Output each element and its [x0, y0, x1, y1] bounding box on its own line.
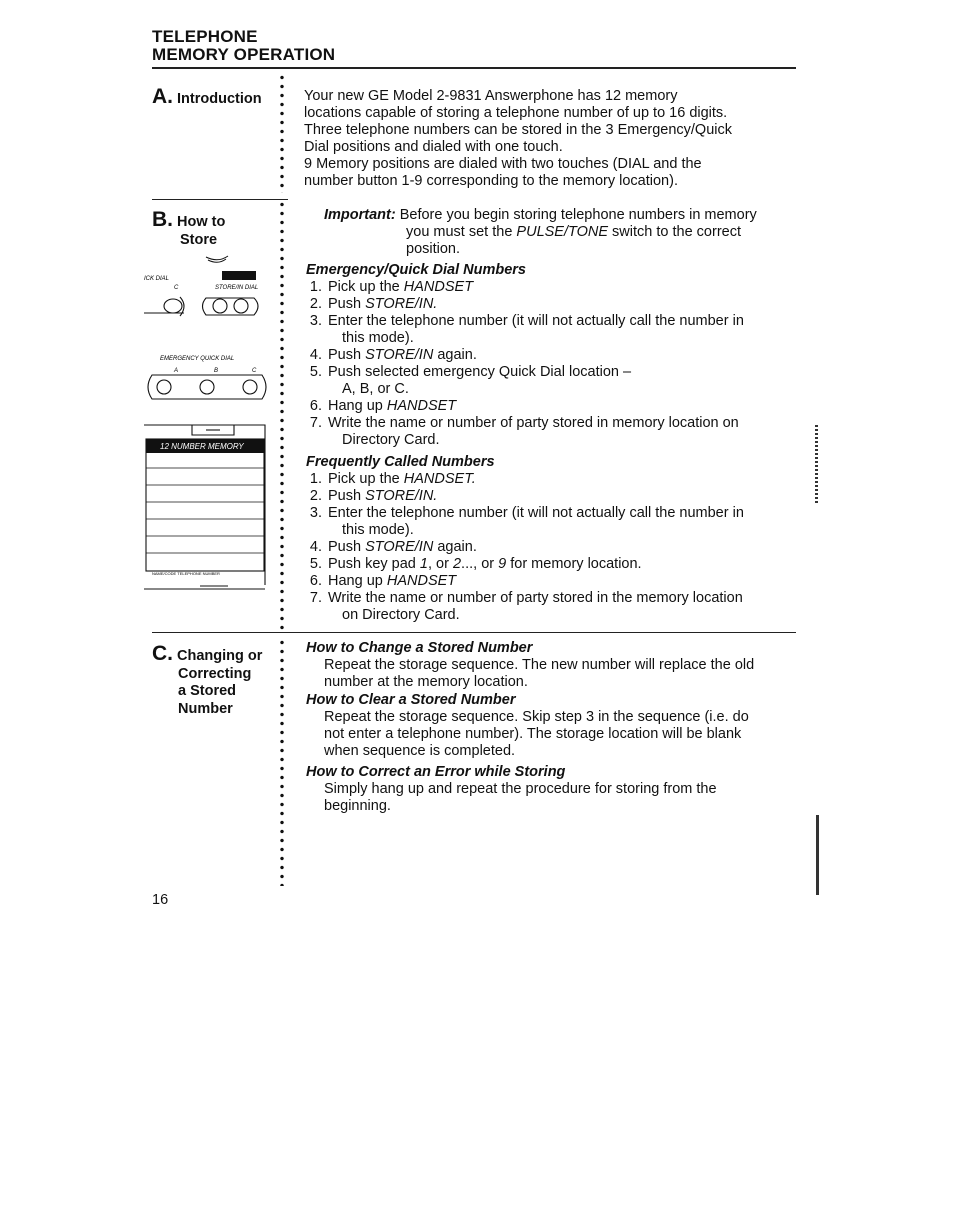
list-item: 7. Write the name or number of party stored in memory location on [309, 415, 739, 431]
scan-artifact [816, 815, 819, 895]
dotted-separator [280, 638, 284, 886]
list-item: 7. Write the name or number of party stored in the memory location [309, 590, 743, 606]
section-a-heading: A. Introduction [152, 85, 262, 108]
section-rule [152, 199, 288, 200]
section-c-text: How to Change a Stored Number Repeat the storage sequence. The new number will replace the old number at the memory location. How to Clear a Stored Number Repeat the storage sequence. Skip step 3 in the sequence (i.e. do not enter a telephone number). The storage location will be blank when sequence is completed. How to Correct an Error while Storing Simply hang up and repeat the procedure for storing from the beginning. [306, 640, 800, 815]
dotted-separator [280, 200, 284, 633]
quick-dial-buttons-icon [144, 297, 258, 316]
handset-icon [206, 256, 228, 262]
store-button-icon [222, 271, 256, 280]
section-c-heading: C. Changing or Correcting a Stored Number [152, 642, 263, 717]
error-heading: How to Correct an Error while Storing [306, 764, 566, 780]
dotted-separator [280, 73, 284, 193]
list-item: 5. Push selected emergency Quick Dial location – [309, 364, 632, 380]
list-item: 3. Enter the telephone number (it will not actually call the number in [309, 313, 744, 329]
header-rule [152, 67, 796, 69]
frequent-heading: Frequently Called Numbers [306, 454, 495, 470]
section-rule [152, 632, 796, 633]
svg-text:C: C [252, 368, 257, 374]
svg-text:A: A [174, 368, 179, 374]
svg-text:C: C [174, 285, 179, 291]
svg-text:B: B [214, 368, 219, 374]
list-item: 6. Hang up HANDSET [309, 573, 457, 589]
scan-artifact [815, 425, 818, 505]
list-item: 3. Enter the telephone number (it will not actually call the number in [309, 505, 744, 521]
page-number: 16 [152, 892, 169, 908]
section-a-text: Your new GE Model 2-9831 Answerphone has 12 memory locations capable of storing a telephone number of up to 16 digits. Three telephone numbers can be stored in the 3 Emergency/Quick Dial positions and dialed with one touch. 9 Memory positions are dialed with two touches (DIAL and the number button 1-9 corresponding to the memory location). [304, 88, 732, 189]
emergency-heading: Emergency/Quick Dial Numbers [306, 262, 526, 278]
list-item: 2. Push STORE/IN. [309, 488, 438, 504]
svg-text:NAME/CODE TELEPHONE NUMBER: NAME/CODE TELEPHONE NUMBER [152, 571, 220, 576]
list-item: 4. Push STORE/IN again. [309, 539, 477, 555]
emergency-steps: 1. Pick up the HANDSET 2. Push STORE/IN. 3. Enter the telephone number (it will not actually call the number in this mode). 4. Push STORE/IN again. 5. Push selected emergency Quick Dial location – A, B, or C. 6. Hang up HANDSET 7. Write the name or number of party stored in memory location on Directory Card. [302, 279, 802, 449]
change-heading: How to Change a Stored Number [306, 640, 533, 656]
section-b-heading: B. How to Store [152, 208, 226, 248]
list-item: 2. Push STORE/IN. [309, 296, 438, 312]
list-item: 1. Pick up the HANDSET [309, 279, 474, 295]
svg-text:EMERGENCY QUICK DIAL: EMERGENCY QUICK DIAL [160, 356, 235, 362]
quick-dial-label: ICK DIAL [144, 276, 170, 282]
list-item: 6. Hang up HANDSET [309, 398, 457, 414]
list-item: 4. Push STORE/IN again. [309, 347, 477, 363]
emergency-buttons-icon [148, 375, 266, 399]
important-note: Important: Before you begin storing telephone numbers in memory you must set the PULSE/TONE switch to the correct position. [324, 207, 757, 257]
frequent-steps: 1. Pick up the HANDSET. 2. Push STORE/IN. 3. Enter the telephone number (it will not actually call the number in this mode). 4. Push STORE/IN again. 5. Push key pad 1, or 2..., or 9 for memory location. 6. Hang up HANDSET 7. Write the name or number of party stored in the memory location on Directory Card. [302, 471, 802, 624]
page-title: TELEPHONE MEMORY OPERATION [152, 27, 336, 64]
list-item: 1. Pick up the HANDSET. [309, 471, 476, 487]
memory-card-title: 12 NUMBER MEMORY [160, 442, 244, 451]
svg-text:STORE/IN DIAL: STORE/IN DIAL [215, 285, 259, 291]
phone-keypad-illustration [144, 253, 270, 593]
list-item: 5. Push key pad 1, or 2..., or 9 for memory location. [309, 556, 642, 572]
clear-heading: How to Clear a Stored Number [306, 692, 516, 708]
